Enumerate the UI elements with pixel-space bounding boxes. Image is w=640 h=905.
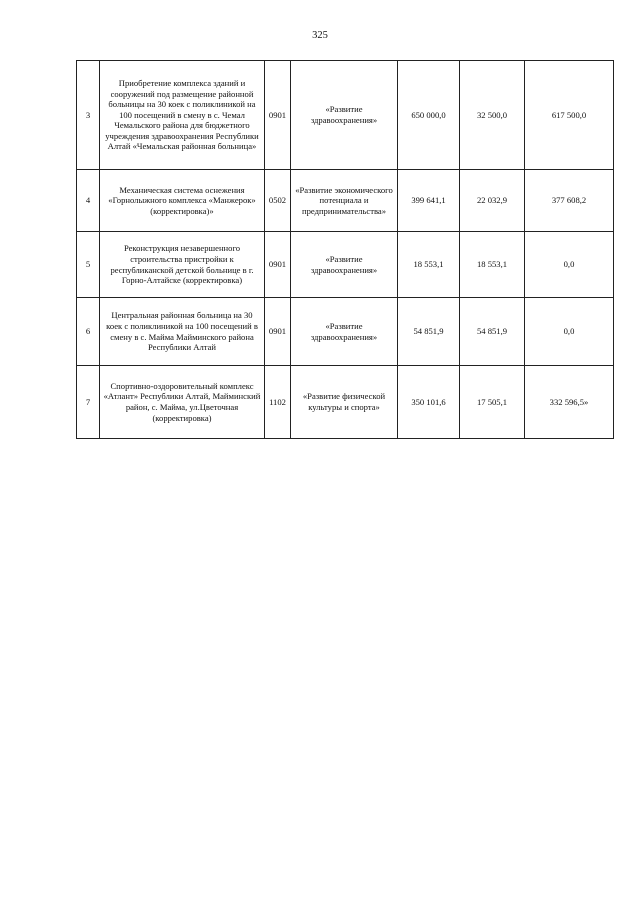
amount-2: 17 505,1 [460,366,525,439]
amount-3: 377 608,2 [525,170,614,232]
amount-3: 617 500,0 [525,61,614,170]
table-row [77,61,614,170]
row-number: 4 [77,170,100,232]
amount-2: 54 851,9 [460,298,525,366]
object-name: Реконструкция незавершенного строительства пристройки к республиканской детской больнице в г. Горно-Алтайске (корректировка) [100,232,265,298]
investment-table [76,60,614,439]
table-row [77,232,614,298]
object-name: Приобретение комплекса зданий и сооружений под размещение районной больницы на 30 коек с поликлиникой на 100 посещений в смену в с. Чемал Чемальского района для бюджетного учреждения здравоохранения Республики Алтай «Чемальская районная больница» [100,61,265,170]
object-name: Спортивно-оздоровительный комплекс «Атлант» Республики Алтай, Майминский район, с. Майма, ул.Цветочная (корректировка) [100,366,265,439]
program-name: «Развитие здравоохранения» [291,298,398,366]
row-number: 6 [77,298,100,366]
budget-code: 1102 [265,366,291,439]
table-row [77,170,614,232]
page-number: 325 [312,30,328,41]
budget-code: 0901 [265,232,291,298]
total-amount: 650 000,0 [398,61,460,170]
total-amount: 18 553,1 [398,232,460,298]
row-number: 3 [77,61,100,170]
object-name: Центральная районная больница на 30 коек с поликлиникой на 100 посещений в смену в с. Майма Майминского района Республики Алтай [100,298,265,366]
amount-2: 18 553,1 [460,232,525,298]
amount-3: 332 596,5» [525,366,614,439]
program-name: «Развитие здравоохранения» [291,232,398,298]
program-name: «Развитие физической культуры и спорта» [291,366,398,439]
budget-code: 0901 [265,298,291,366]
program-name: «Развитие экономического потенциала и предпринимательства» [291,170,398,232]
budget-code: 0901 [265,61,291,170]
total-amount: 54 851,9 [398,298,460,366]
row-number: 7 [77,366,100,439]
object-name: Механическая система оснежения «Горнолыжного комплекса «Манжерок» (корректировка)» [100,170,265,232]
total-amount: 399 641,1 [398,170,460,232]
budget-code: 0502 [265,170,291,232]
amount-3: 0,0 [525,232,614,298]
amount-3: 0,0 [525,298,614,366]
program-name: «Развитие здравоохранения» [291,61,398,170]
amount-2: 32 500,0 [460,61,525,170]
amount-2: 22 032,9 [460,170,525,232]
table-row [77,366,614,439]
total-amount: 350 101,6 [398,366,460,439]
table-row [77,298,614,366]
row-number: 5 [77,232,100,298]
